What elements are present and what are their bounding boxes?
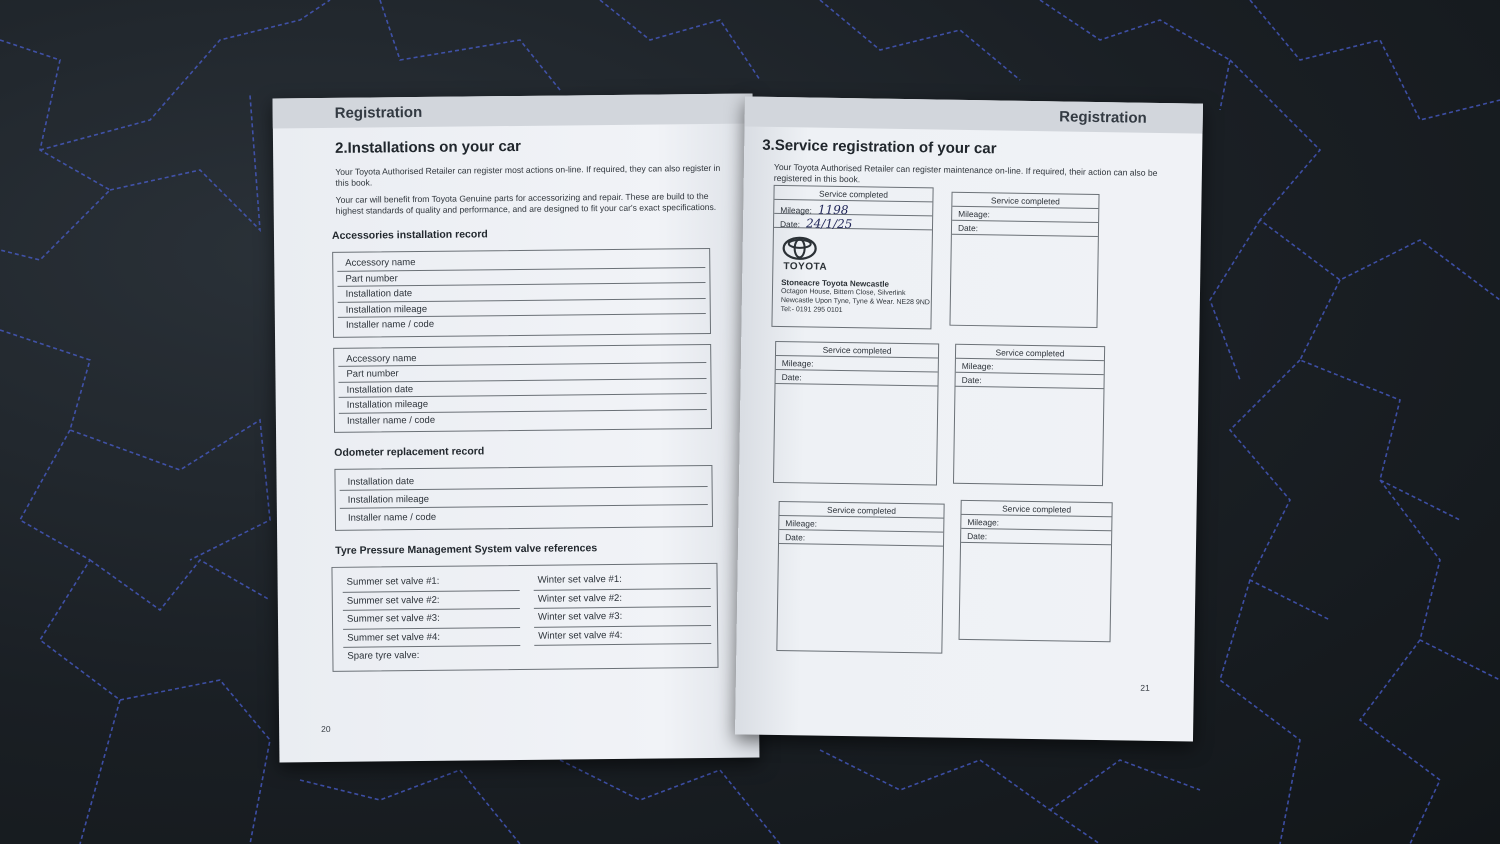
installation-mileage-row: Installation mileage bbox=[339, 394, 707, 413]
left-page bbox=[273, 94, 760, 763]
summer-valve-1: Summer set valve #1: bbox=[343, 572, 520, 592]
service-box-title: Service completed bbox=[956, 345, 1104, 361]
stamp-address-1: Octagon House, Bittern Close, Silverlink bbox=[780, 288, 906, 297]
toyota-logo-icon bbox=[781, 236, 817, 261]
stamp-phone: Tel:- 0191 295 0101 bbox=[780, 306, 843, 315]
winter-valve-2: Winter set valve #2: bbox=[534, 588, 711, 608]
right-page-header bbox=[745, 96, 1203, 133]
stamp-address-2: Newcastle Upon Tyne, Tyne & Wear. NE28 9ND bbox=[780, 297, 930, 307]
installation-date-row: Installation date bbox=[339, 379, 707, 398]
installations-intro-1: Your Toyota Authorised Retailer can register most actions on-line. If required, they can also register in this book. bbox=[335, 162, 721, 188]
installations-intro-2: Your car will benefit from Toyota Genuine parts for accessorizing and repair. These are build to the highest standards of quality and performance, and are designed to fit your car's exact specifications. bbox=[335, 190, 717, 216]
installer-name-row: Installer name / code bbox=[346, 414, 436, 427]
part-number-row: Part number bbox=[338, 363, 706, 382]
service-box-title: Service completed bbox=[952, 193, 1098, 209]
service-box-1 bbox=[771, 185, 933, 329]
winter-valve-4: Winter set valve #4: bbox=[534, 625, 711, 645]
service-intro: Your Toyota Authorised Retailer can register maintenance on-line. If required, their action can also be registered in this book. bbox=[773, 161, 1158, 184]
tpms-record bbox=[331, 563, 718, 672]
handwritten-date: 24/1/25 bbox=[805, 216, 853, 232]
summer-valve-2: Summer set valve #2: bbox=[343, 590, 520, 610]
installer-name-row: Installer name / code bbox=[345, 318, 435, 331]
accessory-name-row: Accessory name bbox=[338, 348, 706, 367]
accessory-name-row: Accessory name bbox=[337, 252, 705, 271]
date-field: Date: bbox=[956, 373, 1104, 389]
left-page-number: 20 bbox=[321, 723, 331, 735]
installations-title: 2.Installations on your car bbox=[334, 137, 522, 157]
installation-date-row: Installation date bbox=[338, 283, 706, 302]
service-box-title: Service completed bbox=[961, 501, 1111, 517]
odometer-installation-mileage-row: Installation mileage bbox=[340, 487, 708, 509]
service-box-5 bbox=[776, 501, 944, 654]
mileage-label: Mileage: bbox=[780, 205, 812, 216]
left-header-text: Registration bbox=[334, 103, 423, 122]
date-label: Date: bbox=[779, 219, 801, 230]
service-registration-title: 3.Service registration of your car bbox=[762, 136, 997, 158]
accessory-record-1 bbox=[332, 248, 711, 337]
right-page-number: 21 bbox=[1140, 682, 1150, 693]
date-field: Date: bbox=[776, 370, 938, 387]
service-box-2 bbox=[949, 192, 1099, 328]
right-header-text: Registration bbox=[1059, 107, 1147, 127]
accessory-record-2 bbox=[333, 343, 712, 432]
service-box-title: Service completed bbox=[776, 342, 938, 359]
service-box-title: Service completed bbox=[774, 186, 932, 202]
handwritten-mileage: 1198 bbox=[817, 202, 849, 218]
dealer-stamp bbox=[773, 228, 932, 316]
part-number-row: Part number bbox=[337, 268, 705, 287]
spare-tyre-valve: Spare tyre valve: bbox=[347, 650, 420, 662]
mileage-field: Mileage: bbox=[779, 516, 943, 533]
odometer-record bbox=[334, 465, 713, 531]
mileage-field: Mileage: bbox=[956, 359, 1104, 375]
service-box-4 bbox=[953, 344, 1105, 486]
mileage-field: Mileage: bbox=[952, 207, 1098, 223]
date-field: Date: bbox=[952, 221, 1098, 237]
mileage-field: Mileage: bbox=[776, 356, 938, 373]
stamp-dealer: Stoneacre Toyota Newcastle bbox=[781, 278, 890, 289]
mileage-field bbox=[774, 200, 932, 216]
right-page bbox=[735, 96, 1203, 741]
summer-valve-4: Summer set valve #4: bbox=[343, 627, 520, 647]
service-box-6 bbox=[959, 500, 1113, 642]
odometer-installation-date-row: Installation date bbox=[339, 469, 707, 491]
date-field: Date: bbox=[779, 530, 943, 547]
winter-valve-3: Winter set valve #3: bbox=[534, 607, 711, 627]
left-page-header bbox=[273, 94, 753, 129]
accessories-heading: Accessories installation record bbox=[331, 228, 488, 242]
odometer-heading: Odometer replacement record bbox=[334, 445, 485, 459]
summer-valve-3: Summer set valve #3: bbox=[343, 609, 520, 629]
service-box-3 bbox=[773, 341, 939, 486]
installation-mileage-row: Installation mileage bbox=[338, 299, 706, 318]
mileage-field: Mileage: bbox=[961, 515, 1111, 531]
tpms-heading: Tyre Pressure Management System valve references bbox=[335, 542, 598, 557]
date-field bbox=[774, 214, 932, 230]
odometer-installer-row: Installer name / code bbox=[347, 511, 437, 524]
winter-valve-1: Winter set valve #1: bbox=[534, 570, 711, 590]
stamp-brand: TOYOTA bbox=[783, 261, 828, 273]
date-field: Date: bbox=[961, 529, 1111, 545]
service-box-title: Service completed bbox=[779, 502, 943, 519]
